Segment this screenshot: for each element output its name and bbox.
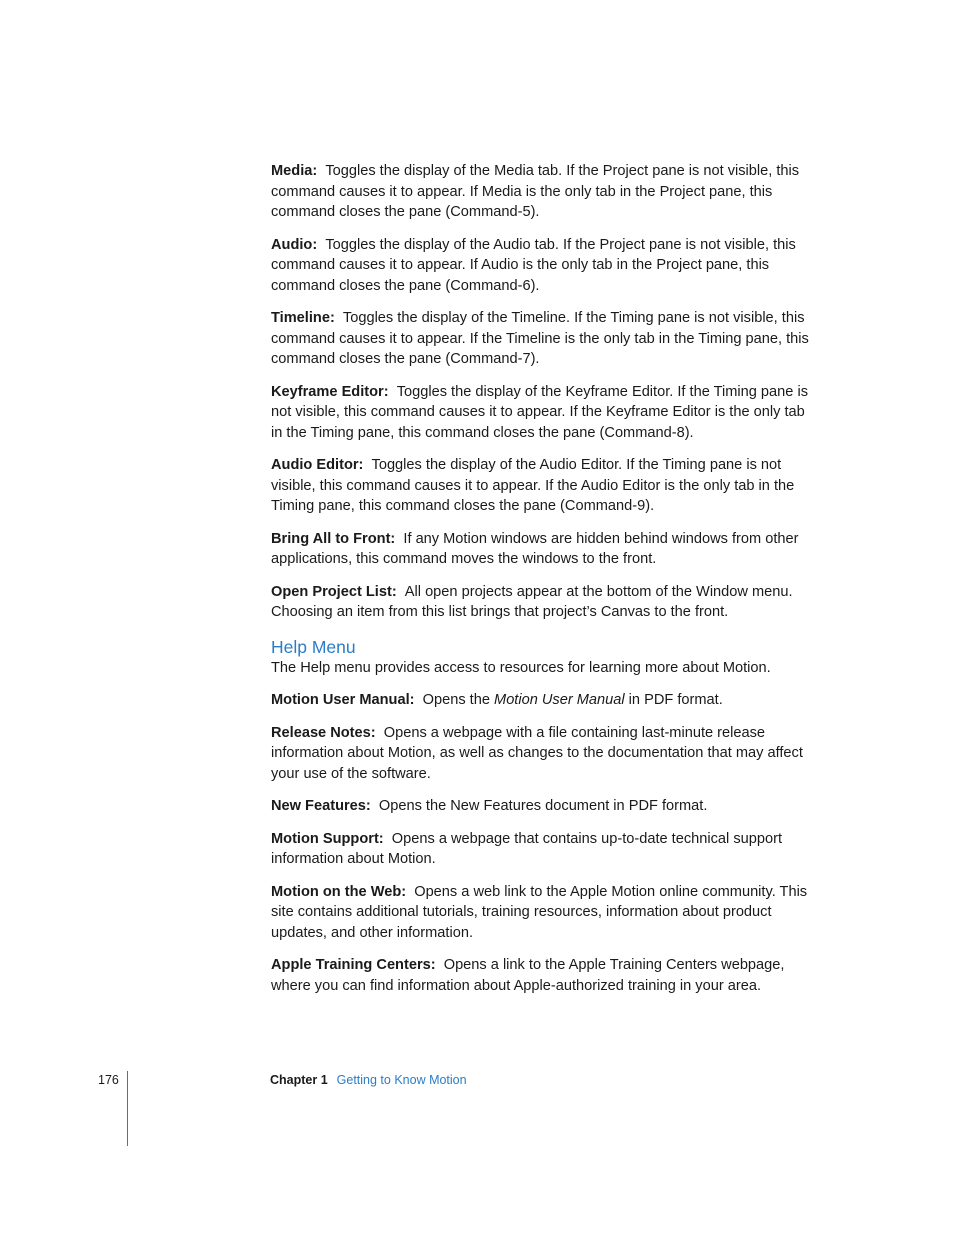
- entry-description: Toggles the display of the Audio tab. If the Project pane is not visible, this command causes it to appear. If Audio is the only tab in the Project pane, this command closes the pane (Command-6).: [271, 236, 796, 294]
- entry-term: Motion Support:: [271, 830, 384, 847]
- entry-term: New Features:: [271, 798, 371, 814]
- section-heading-help-menu: Help Menu: [271, 636, 356, 657]
- chapter-label: Chapter 1: [270, 1073, 328, 1087]
- entry-term: Audio Editor:: [271, 457, 364, 473]
- section-intro: The Help menu provides access to resources for learning more about Motion.: [271, 659, 771, 676]
- manual-title: Motion User Manual: [494, 692, 625, 708]
- page-number: 176: [98, 1073, 119, 1087]
- entry-description: Opens the: [422, 692, 495, 708]
- entry-description: Opens the New Features document in PDF format.: [378, 798, 708, 814]
- entry-description-tail: in PDF format.: [624, 692, 723, 708]
- entry-description: Toggles the display of the Timeline. If the Timing pane is not visible, this command causes it to appear. If the Timeline is the only tab in the Timing pane, this command closes the pane (Command-7).: [271, 310, 809, 367]
- entry-term: Media:: [271, 163, 318, 179]
- chapter-title: Getting to Know Motion: [336, 1073, 467, 1087]
- entry-motion-on-the-web: [271, 882, 819, 944]
- entry-term: Motion on the Web:: [271, 883, 407, 900]
- footer-chapter: [270, 1072, 467, 1088]
- entry-release-notes: [271, 723, 819, 785]
- entry-audio: [271, 235, 819, 297]
- footer-divider: [127, 1071, 128, 1146]
- entry-description: Opens a link to the Apple Training Centers webpage, where you can find information about Apple-authorized training in your area.: [271, 957, 785, 994]
- entry-term: Keyframe Editor:: [271, 383, 389, 400]
- entry-description: Toggles the display of the Keyframe Editor. If the Timing pane is not visible, this command causes it to appear. If the Keyframe Editor is the only tab in the Timing pane, this command closes the pane (Command-8).: [271, 383, 808, 441]
- entry-term: Release Notes:: [271, 724, 376, 741]
- entry-term: Timeline:: [271, 310, 335, 326]
- entry-media: [271, 161, 819, 223]
- entry-description: Opens a webpage that contains up-to-date technical support information about Motion.: [271, 830, 783, 867]
- entry-bring-all-to-front: [271, 529, 819, 570]
- entry-term: Motion User Manual:: [271, 692, 415, 708]
- entry-keyframe-editor: [271, 382, 819, 444]
- entry-description: All open projects appear at the bottom of the Window menu. Choosing an item from this list brings that project’s Canvas to the front.: [271, 583, 793, 620]
- entry-open-project-list: [271, 582, 819, 623]
- page-body: [271, 161, 819, 1008]
- entry-new-features: [271, 796, 819, 817]
- entry-apple-training-centers: [271, 955, 819, 996]
- entry-term: Bring All to Front:: [271, 530, 396, 547]
- entry-term: Audio:: [271, 236, 318, 253]
- entry-motion-support: [271, 829, 819, 870]
- entry-timeline: [271, 308, 819, 370]
- entry-audio-editor: [271, 455, 819, 517]
- entry-description: Toggles the display of the Audio Editor. If the Timing pane is not visible, this command causes it to appear. If the Audio Editor is the only tab in the Timing pane, this command closes the pane (Command-9).: [271, 457, 795, 514]
- entry-description: Opens a web link to the Apple Motion online community. This site contains additional tutorials, training resources, information about product updates, and other information.: [271, 883, 808, 941]
- entry-description: If any Motion windows are hidden behind windows from other applications, this command moves the windows to the front.: [271, 530, 799, 567]
- entry-motion-user-manual: [271, 690, 819, 711]
- entry-term: Apple Training Centers:: [271, 957, 436, 973]
- entry-term: Open Project List:: [271, 583, 397, 600]
- entry-description: Toggles the display of the Media tab. If the Project pane is not visible, this command causes it to appear. If Media is the only tab in the Project pane, this command closes the pane (Command-5).: [271, 163, 800, 220]
- entry-description: Opens a webpage with a file containing last-minute release information about Motion, as well as changes to the documentation that may affect your use of the software.: [271, 724, 803, 782]
